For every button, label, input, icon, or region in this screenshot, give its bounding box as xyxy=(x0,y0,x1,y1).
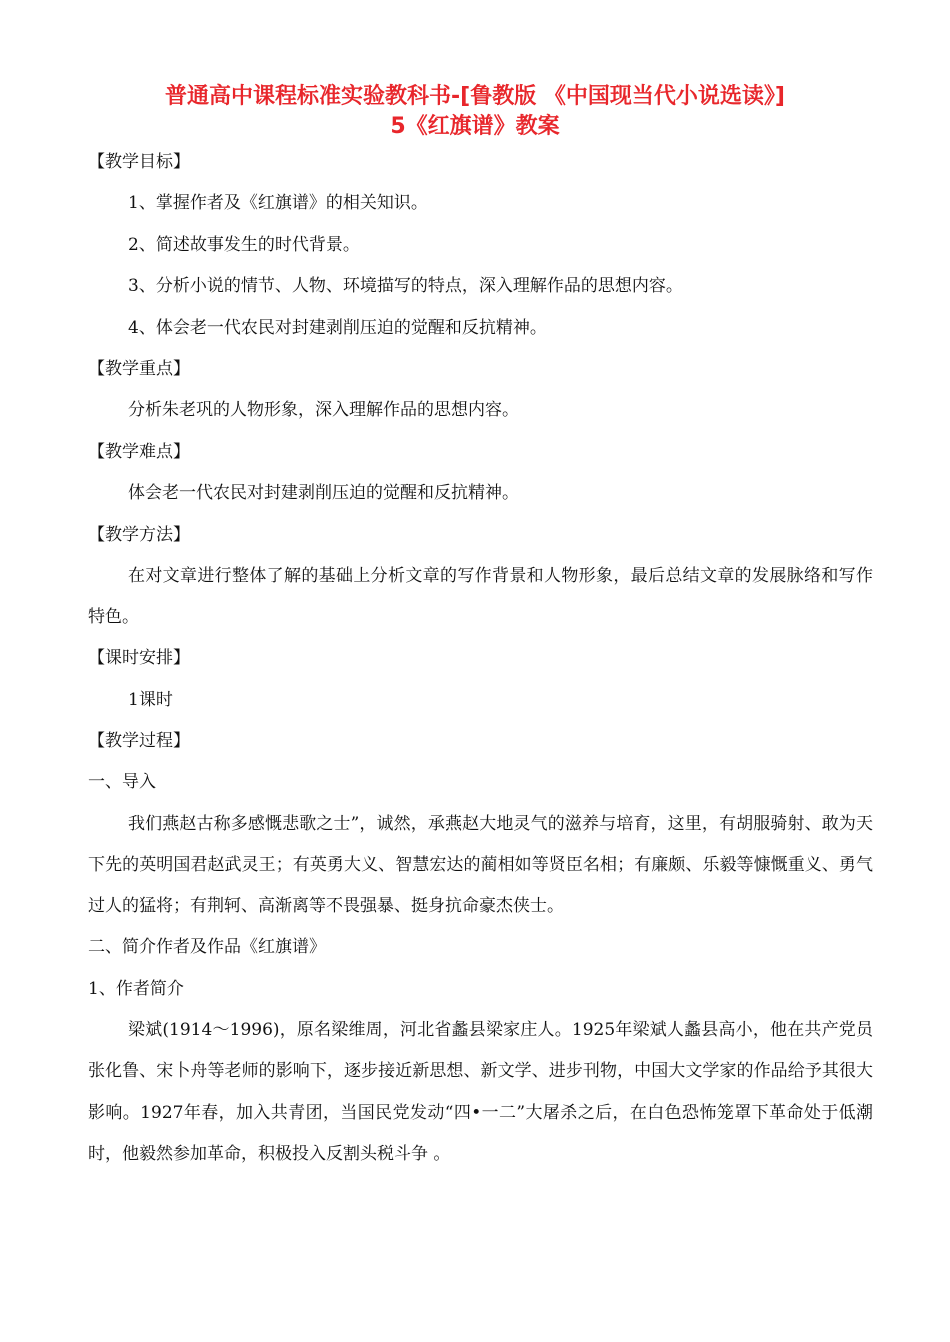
step-heading-intro: 一、导入 xyxy=(88,772,156,793)
sub-heading-author: 1、作者简介 xyxy=(88,978,184,999)
schedule-text: 1课时 xyxy=(128,689,173,710)
difficulty-text: 体会老一代农民对封建剥削压迫的觉醒和反抗精神。 xyxy=(128,483,519,504)
method-paragraph: 在对文章进行整体了解的基础上分析文章的写作背景和人物形象，最后总结文章的发展脉络和写作特色。 xyxy=(88,565,873,628)
author-paragraph: 梁斌(1914～1996)，原名梁维周，河北省蠡县梁家庄人。1925年梁斌人蠡县高小，他在共产党员张化鲁、宋卜舟等老师的影响下，逐步接近新思想、新文学、进步刊物，中国大文学家的作品给予其很大影响。1927年春，加入共青团，当国民党发动“四•一二”大屠杀之后，在白色恐怖笼罩下革命处于低潮时，他毅然参加革命，积极投入反割头税斗争 。 xyxy=(88,1020,873,1164)
intro-paragraph: 我们燕赵古称多感慨悲歌之士”，诚然，承燕赵大地灵气的滋养与培育，这里，有胡服骑射、敢为天下先的英明国君赵武灵王；有英勇大义、智慧宏达的蔺相如等贤臣名相；有廉颇、乐毅等慷慨重义、勇气过人的猛将；有荆轲、高渐离等不畏强暴、挺身抗命豪杰侠士。 xyxy=(88,813,873,917)
section-heading-process: 【教学过程】 xyxy=(88,731,190,752)
goal-item-1: 1、掌握作者及《红旗谱》的相关知识。 xyxy=(128,193,428,214)
document-title-line1: 普通高中课程标准实验教科书-[鲁教版 《中国现当代小说选读》] xyxy=(165,84,785,109)
goal-item-2: 2、简述故事发生的时代背景。 xyxy=(128,234,360,255)
section-heading-method: 【教学方法】 xyxy=(88,524,190,545)
document-body xyxy=(88,142,873,1175)
section-heading-schedule: 【课时安排】 xyxy=(88,648,190,669)
goal-item-4: 4、体会老一代农民对封建剥削压迫的觉醒和反抗精神。 xyxy=(128,317,547,338)
section-heading-key: 【教学重点】 xyxy=(88,358,190,379)
document-title-line2: 5《红旗谱》教案 xyxy=(390,114,560,139)
step-heading-author-work: 二、简介作者及作品《红旗谱》 xyxy=(88,937,326,958)
goal-item-3: 3、分析小说的情节、人物、环境描写的特点，深入理解作品的思想内容。 xyxy=(128,276,683,297)
section-heading-goals: 【教学目标】 xyxy=(88,152,190,172)
key-point-text: 分析朱老巩的人物形象，深入理解作品的思想内容。 xyxy=(128,400,519,421)
section-heading-difficulty: 【教学难点】 xyxy=(88,441,190,462)
